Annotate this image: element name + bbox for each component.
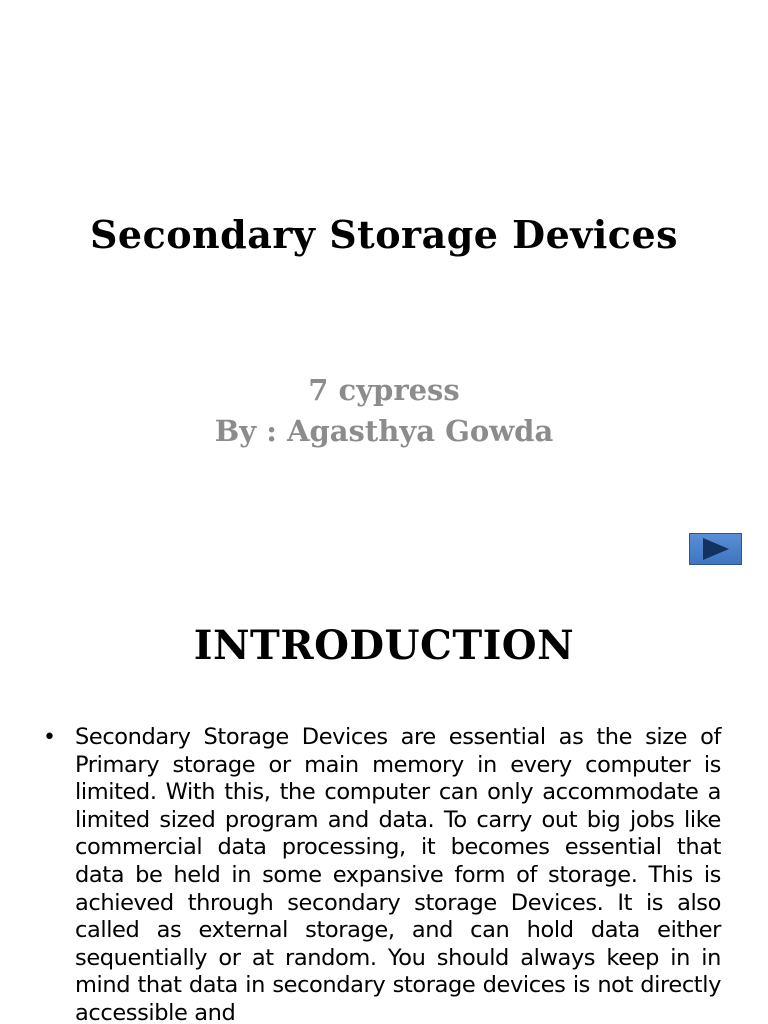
subtitle-author: By : Agasthya Gowda bbox=[214, 414, 554, 448]
bullet-icon: • bbox=[43, 725, 56, 750]
slide-heading: INTRODUCTION bbox=[193, 622, 575, 669]
bullet-text: Secondary Storage Devices are essential as the size of Primary storage or main memory in every computer is limited. With this, the computer can only accommodate a limited sized program and data. To carry out big jobs like commercial data processing, it becomes essential that data be held in some expansive form of storage. This is achieved through secondary storage Devices. It is also called as external storage, and can hold data either sequentially or at random. You should always keep in in mind that data in secondary storage devices is not directly accessible and bbox=[75, 724, 721, 1024]
slide-title: Secondary Storage Devices bbox=[89, 212, 679, 257]
bullet-item bbox=[43, 724, 721, 1024]
subtitle-class: 7 cypress bbox=[308, 373, 460, 407]
introduction-slide bbox=[0, 590, 768, 1024]
bullet-list bbox=[43, 724, 721, 1024]
next-slide-button[interactable] bbox=[689, 533, 742, 565]
play-icon bbox=[703, 538, 729, 560]
